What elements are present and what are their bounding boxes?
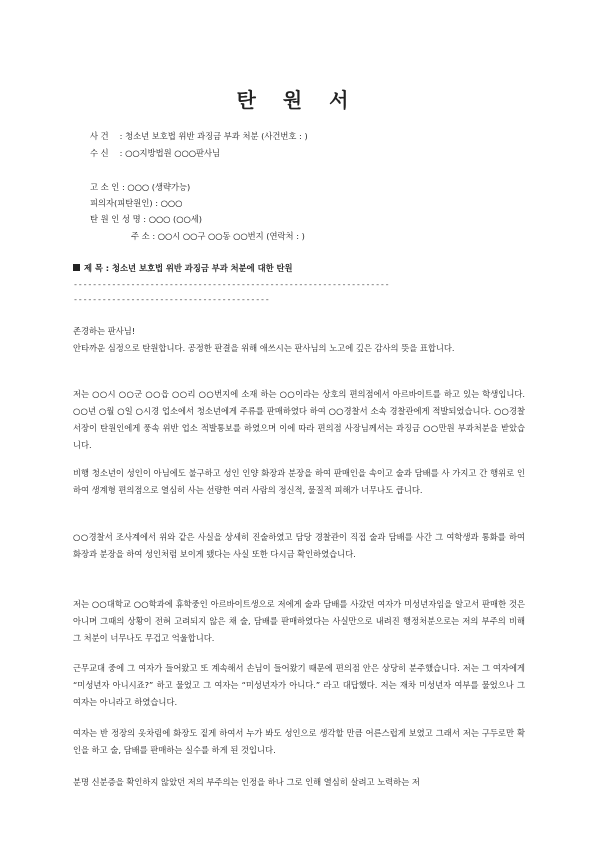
case-line: [90, 130, 308, 142]
paragraph-deception: 비행 청소년이 성인이 아님에도 불구하고 성인 인양 화장과 분장을 하여 판매인을 속이고 술과 담배를 사 가지고 간 행위로 인하여 생계형 편의점으로 열심히 사는 선량한 여러 사람의 정신적, 물질적 피해가 너무나도 큽니다.: [73, 468, 525, 495]
subject-line: [73, 262, 293, 274]
address-value: : ○○시 ○○구 ○○동 ○○번지 (연락처 : ): [152, 231, 305, 241]
petitioner-line: [90, 213, 202, 225]
address-label: 주 소: [131, 231, 150, 241]
document-title: 탄 원 서: [236, 88, 359, 112]
accused-label: 피의자(피탄원인): [90, 198, 153, 208]
accused-line: [90, 197, 182, 209]
complainant-value: : ○○○ (생략가능): [121, 182, 191, 192]
recipient-line: [90, 147, 220, 159]
greeting: 존경하는 판사님!: [73, 326, 136, 336]
petitioner-value: : ○○○ (○○세): [143, 214, 203, 224]
dashed-divider-2: -----------------------------------------: [73, 294, 270, 304]
recipient-label: 수 신: [90, 148, 109, 158]
square-bullet-icon: [73, 264, 80, 271]
case-value: : 청소년 보호법 위반 과징금 부과 처분 (사건번호 : ): [119, 131, 308, 141]
paragraph-student: 저는 ○○대학교 ○○학과에 휴학중인 아르바이트생으로 저에게 술과 담배를 사갔던 여자가 미성년자임을 알고서 판매한 것은 아니며 그때의 상황이 전혀 고려되지 않은 채 술, 담배를 판매하였다는 사실만으로 내려진 행정처분으로는 저의 부주의 비해 그 처분이 너무나도 무겁고 억울합니다.: [73, 599, 525, 643]
dashed-divider-1: ------------------------------------------------------------------: [73, 279, 390, 289]
recipient-value: : ○○지방법원 ○○○판사님: [119, 148, 221, 158]
complainant-label: 고 소 인: [90, 182, 120, 192]
complainant-line: [90, 181, 190, 193]
paragraph-police: ○○경찰서 조사계에서 위와 같은 사실을 상세히 진술하였고 담당 경찰관이 직접 술과 담배를 사간 그 여학생과 통화를 하여 화장과 분장을 하여 성인처럼 보이게 됐다는 사실 또한 다시금 확인하였습니다.: [73, 532, 525, 559]
address-line: [131, 230, 305, 242]
paragraph-intro: 안타까운 심정으로 탄원합니다. 공정한 판결을 위해 애쓰시는 판사님의 노고에 깊은 감사의 뜻을 표합니다.: [73, 343, 455, 353]
paragraph-incident: 저는 ○○시 ○○군 ○○읍 ○○리 ○○번지에 소재 하는 ○○이라는 상호의 편의점에서 아르바이트를 하고 있는 학생입니다. ○○년 ○월 ○일 ○시경 업소에서 청소년에게 주류를 판매하였다 하여 ○○경찰서 소속 경찰관에게 적발되었습니다. ○○경찰서장이 탄원인에게 풍속 위반 업소 적발통보를 하였으며 이에 따라 편의점 사장님께서는 과징금 ○○만원 부과처분을 받았습니다.: [73, 389, 525, 450]
petitioner-label: 탄 원 인 성 명: [90, 214, 141, 224]
case-label: 사 건: [90, 131, 109, 141]
paragraph-situation: 근무교대 중에 그 여자가 들어왔고 또 계속해서 손님이 들어왔기 때문에 편의점 안은 상당히 분주했습니다. 저는 그 여자에게 “미성년자 아니시죠?” 하고 물었고 그 여자는 “미성년자가 아니다.” 라고 대답했다. 저는 재차 미성년자 여부를 물었으나 그 여자는 아니라고 하였습니다.: [73, 663, 525, 707]
accused-value: : ○○○: [155, 198, 183, 208]
paragraph-admission: 분명 신분증을 확인하지 않았던 저의 부주의는 인정을 하나 그로 인해 열심히 살려고 노력하는 저: [73, 777, 420, 787]
subject-text: 제 목 : 청소년 보호법 위반 과징금 부과 처분에 대한 탄원: [84, 263, 293, 273]
paragraph-appearance: 여자는 반 정장의 옷차림에 화장도 짙게 하여서 누가 봐도 성인으로 생각할 만큼 어른스럽게 보였고 그래서 저는 구두로만 확인을 하고 술, 담배를 판매하는 실수를 하게 된 것입니다.: [73, 728, 525, 755]
